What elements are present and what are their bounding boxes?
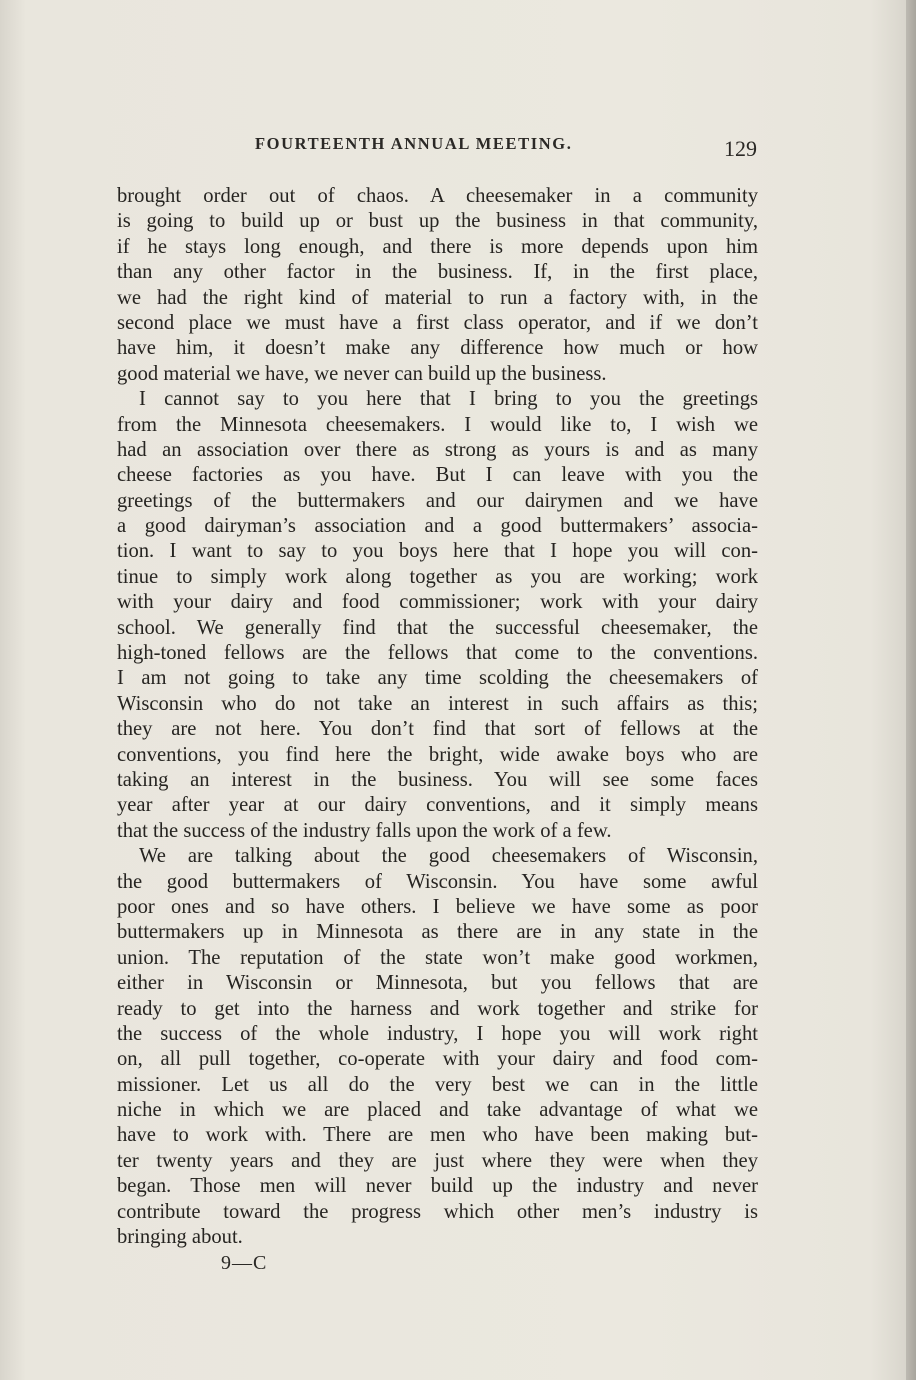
- text-line: have him, it doesn’t make any difference how much or how: [117, 337, 758, 360]
- text-line: tion. I want to say to you boys here that I hope you will con-: [117, 540, 758, 563]
- text-line: ready to get into the harness and work together and strike for: [117, 997, 758, 1020]
- text-line: if he stays long enough, and there is more depends upon him: [117, 235, 758, 258]
- text-line: ter twenty years and they are just where they were when they: [117, 1149, 758, 1172]
- text-line: union. The reputation of the state won’t make good workmen,: [117, 946, 758, 969]
- text-line: contribute toward the progress which other men’s industry is: [117, 1200, 758, 1223]
- text-line: year after year at our dairy conventions, and it simply means: [117, 794, 758, 817]
- text-line: with your dairy and food commissioner; work with your dairy: [117, 591, 758, 614]
- running-title: FOURTEENTH ANNUAL MEETING.: [255, 134, 573, 153]
- paragraph-1: [117, 184, 758, 387]
- text-line: brought order out of chaos. A cheesemaker in a community: [117, 185, 758, 207]
- text-line: poor ones and so have others. I believe we have some as poor: [117, 895, 758, 918]
- page-edge: [906, 0, 916, 1380]
- text-line: we had the right kind of material to run a factory with, in the: [117, 286, 758, 309]
- text-line: cheese factories as you have. But I can leave with you the: [117, 464, 758, 487]
- text-line: good material we have, we never can build up the business.: [117, 362, 607, 385]
- text-line: on, all pull together, co-operate with your dairy and food com-: [117, 1048, 758, 1071]
- text-line: I am not going to take any time scolding the cheesemakers of: [117, 667, 758, 690]
- text-line: school. We generally find that the successful cheesemaker, the: [117, 616, 758, 639]
- body-text: [117, 184, 758, 1250]
- text-line: the success of the whole industry, I hope you will work right: [117, 1022, 758, 1045]
- text-line: that the success of the industry falls upon the work of a few.: [117, 819, 612, 842]
- page-number: 129: [724, 136, 757, 161]
- paragraph-2: [117, 387, 758, 844]
- text-line: tinue to simply work along together as you are working; work: [117, 565, 758, 588]
- text-line: second place we must have a first class operator, and if we don’t: [117, 311, 758, 334]
- text-line: they are not here. You don’t find that sort of fellows at the: [117, 718, 758, 741]
- text-line: I cannot say to you here that I bring to you the greetings: [139, 388, 758, 411]
- text-line: from the Minnesota cheesemakers. I would like to, I wish we: [117, 413, 758, 436]
- text-line: Wisconsin who do not take an interest in such affairs as this;: [117, 692, 758, 715]
- text-line: have to work with. There are men who have been making but-: [117, 1124, 758, 1147]
- signature-mark: 9—C: [221, 1252, 268, 1274]
- text-line: conventions, you find here the bright, wide awake boys who are: [117, 743, 758, 766]
- text-line: is going to build up or bust up the business in that community,: [117, 210, 758, 233]
- paragraph-3: [117, 844, 758, 1250]
- text-line: a good dairyman’s association and a good buttermakers’ associa-: [117, 515, 758, 538]
- text-line: high-toned fellows are the fellows that come to the conventions.: [117, 642, 758, 665]
- text-line: bringing about.: [117, 1226, 243, 1249]
- text-line: buttermakers up in Minnesota as there are in any state in the: [117, 921, 758, 944]
- text-line: had an association over there as strong as yours is and as many: [117, 438, 758, 461]
- text-line: greetings of the buttermakers and our dairymen and we have: [117, 489, 758, 512]
- text-line: the good buttermakers of Wisconsin. You have some awful: [117, 870, 758, 893]
- text-line: either in Wisconsin or Minnesota, but you fellows that are: [117, 972, 758, 995]
- text-line: taking an interest in the business. You will see some faces: [117, 768, 758, 791]
- text-line: missioner. Let us all do the very best we can in the little: [117, 1073, 758, 1096]
- text-line: niche in which we are placed and take advantage of what we: [117, 1099, 758, 1122]
- text-line: began. Those men will never build up the industry and never: [117, 1175, 758, 1198]
- page-header: [117, 130, 757, 166]
- text-line: than any other factor in the business. If, in the first place,: [117, 261, 758, 284]
- text-line: We are talking about the good cheesemakers of Wisconsin,: [139, 845, 758, 868]
